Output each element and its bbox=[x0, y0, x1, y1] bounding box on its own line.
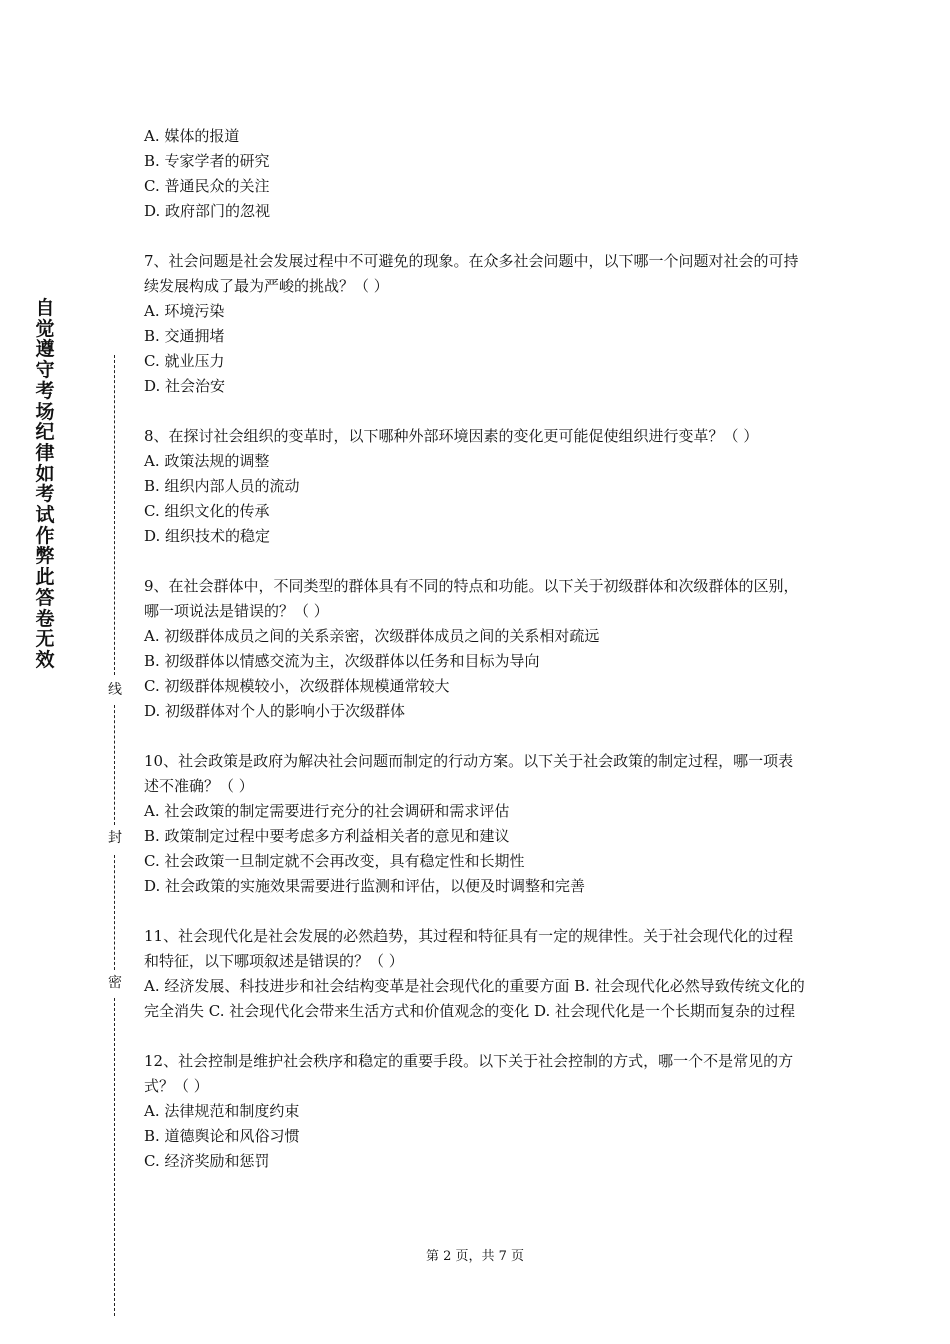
option-a: A. 社会政策的制定需要进行充分的社会调研和需求评估 bbox=[144, 802, 510, 820]
exam-discipline-warning: 自觉遵守考场纪律如考试作弊此答卷无效 bbox=[35, 297, 55, 671]
option-a: A. 环境污染 bbox=[144, 302, 225, 320]
question-stem: 8、在探讨社会组织的变革时，以下哪种外部环境因素的变化更可能促使组织进行变革？（ ） bbox=[144, 427, 759, 445]
option-c: C. 普通民众的关注 bbox=[144, 177, 270, 195]
question-stem: 12、社会控制是维护社会秩序和稳定的重要手段。以下关于社会控制的方式，哪一个不是常见的方式？（ ） bbox=[144, 1052, 794, 1095]
option-d: D. 社会治安 bbox=[144, 377, 226, 395]
option-a: A. 初级群体成员之间的关系亲密，次级群体成员之间的关系相对疏远 bbox=[144, 627, 600, 645]
question-9 bbox=[144, 574, 808, 724]
page-number: 第 2 页，共 7 页 bbox=[425, 1249, 525, 1264]
binding-label-secret: 密 bbox=[108, 975, 122, 991]
option-b: B. 组织内部人员的流动 bbox=[144, 477, 300, 495]
option-c: C. 社会政策一旦制定就不会再改变，具有稳定性和长期性 bbox=[144, 852, 525, 870]
option-c: C. 就业压力 bbox=[144, 352, 225, 370]
question-stem: 9、在社会群体中，不同类型的群体具有不同的特点和功能。以下关于初级群体和次级群体的区别，哪一项说法是错误的？（ ） bbox=[144, 577, 799, 620]
option-d: D. 初级群体对个人的影响小于次级群体 bbox=[144, 702, 406, 720]
inline-options: A. 经济发展、科技进步和社会结构变革是社会现代化的重要方面 B. 社会现代化必然导致传统文化的完全消失 C. 社会现代化会带来生活方式和价值观念的变化 D. 社会现代化是一个长期而复杂的过程 bbox=[144, 977, 805, 1020]
binding-label-seal: 封 bbox=[108, 830, 122, 846]
option-a: A. 媒体的报道 bbox=[144, 127, 240, 145]
binding-dashed-line bbox=[114, 855, 115, 970]
binding-dashed-line bbox=[114, 705, 115, 825]
question-7 bbox=[144, 249, 808, 399]
option-b: B. 道德舆论和风俗习惯 bbox=[144, 1127, 300, 1145]
option-c: C. 经济奖励和惩罚 bbox=[144, 1152, 270, 1170]
question-8 bbox=[144, 424, 808, 549]
option-a: A. 法律规范和制度约束 bbox=[144, 1102, 300, 1120]
question-stem: 7、社会问题是社会发展过程中不可避免的现象。在众多社会问题中，以下哪一个问题对社会的可持续发展构成了最为严峻的挑战？（ ） bbox=[144, 252, 799, 295]
question-6-continued bbox=[144, 124, 808, 224]
option-c: C. 初级群体规模较小，次级群体规模通常较大 bbox=[144, 677, 450, 695]
binding-label-line: 线 bbox=[108, 682, 122, 698]
binding-dashed-line bbox=[114, 355, 115, 675]
question-11 bbox=[144, 924, 808, 1024]
option-b: B. 交通拥堵 bbox=[144, 327, 225, 345]
question-10 bbox=[144, 749, 808, 899]
option-d: D. 社会政策的实施效果需要进行监测和评估，以便及时调整和完善 bbox=[144, 877, 586, 895]
question-12 bbox=[144, 1049, 808, 1174]
question-list bbox=[144, 124, 808, 1199]
binding-dashed-line bbox=[114, 998, 115, 1316]
question-stem: 10、社会政策是政府为解决社会问题而制定的行动方案。以下关于社会政策的制定过程，哪一项表述不准确？（ ） bbox=[144, 752, 794, 795]
option-a: A. 政策法规的调整 bbox=[144, 452, 270, 470]
option-b: B. 政策制定过程中要考虑多方利益相关者的意见和建议 bbox=[144, 827, 510, 845]
option-b: B. 专家学者的研究 bbox=[144, 152, 270, 170]
option-b: B. 初级群体以情感交流为主，次级群体以任务和目标为导向 bbox=[144, 652, 540, 670]
option-d: D. 政府部门的忽视 bbox=[144, 202, 271, 220]
question-stem: 11、社会现代化是社会发展的必然趋势，其过程和特征具有一定的规律性。关于社会现代化的过程和特征，以下哪项叙述是错误的？（ ） bbox=[144, 927, 794, 970]
option-c: C. 组织文化的传承 bbox=[144, 502, 270, 520]
option-d: D. 组织技术的稳定 bbox=[144, 527, 271, 545]
